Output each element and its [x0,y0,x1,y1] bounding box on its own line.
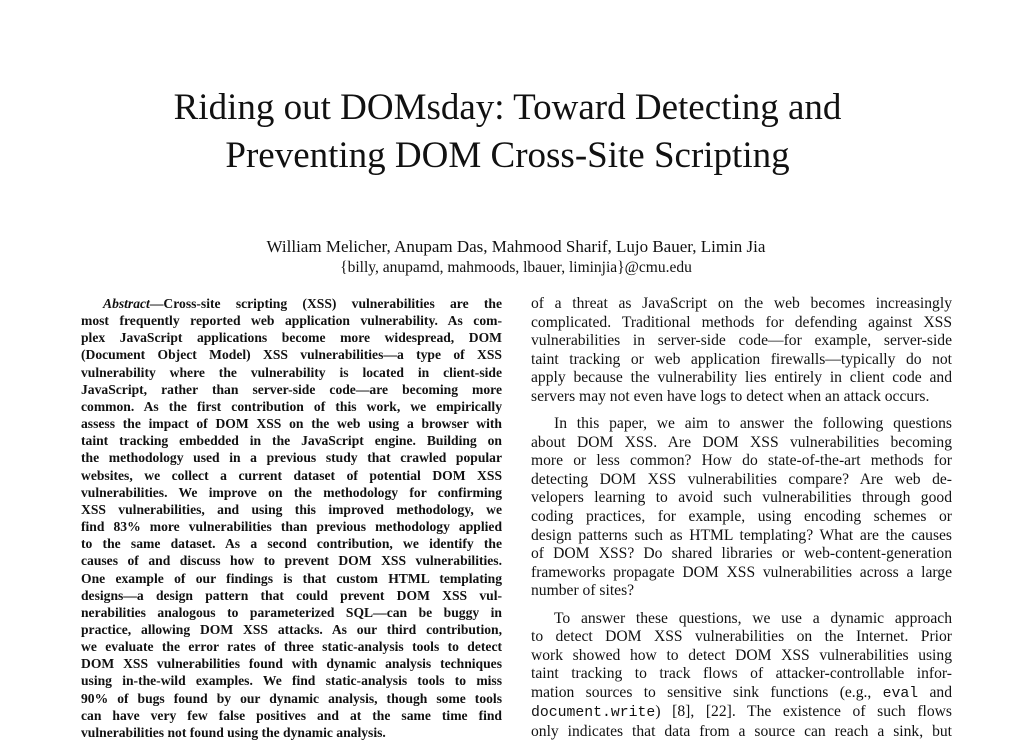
body-line: To answer these questions, we use a dynamic approach [554,609,952,627]
abstract-line: assess the impact of DOM XSS on the web using a browser with [81,416,502,432]
paper-title [0,84,1015,180]
body-line: of DOM XSS? Do shared libraries or web-content-generation [531,545,952,563]
abstract-line: plex JavaScript applications become more widespread, DOM [81,330,502,346]
body-line: to detect DOM XSS vulnerabilities on the Internet. Prior [531,628,952,646]
abstract-line: nerabilities analogous to parameterized SQL—can be buggy in [81,604,502,620]
abstract-line: can have very few false positives and at the same time find [81,707,502,723]
author-list: William Melicher, Anupam Das, Mahmood Sharif, Lujo Bauer, Limin Jia [266,237,766,256]
paragraph [531,295,952,406]
abstract-line: XSS vulnerabilities, and using this improved methodology, we [81,501,502,517]
body-line: more or less common? How do state-of-the-art methods for [531,452,952,470]
abstract-line: the methodology used in a previous study that crawled popular [81,450,502,466]
body-line: In this paper, we aim to answer the following questions [554,415,952,433]
inline-code: document.write [531,705,656,722]
abstract-line: JavaScript, rather than server-side code—are becoming more [81,381,502,397]
body-line: of a threat as JavaScript on the web becomes increasingly [531,295,952,312]
body-line: frameworks propagate DOM XSS vulnerabilities across a large [531,563,952,581]
abstract-line: using in-the-wild examples. We find static-analysis tools to miss [81,673,502,689]
abstract-line: practice, allowing DOM XSS attacks. As our third contribution, [81,621,502,637]
body-line: document.write) [8], [22]. The existence of such flows [531,703,952,722]
body-line: taint tracking or web application firewalls—typically do not [531,350,952,368]
body-line: taint tracking to track flows of attacker-controllable infor- [531,665,952,683]
abstract-line: we evaluate the error rates of three static-analysis tools to detect [81,639,502,655]
body-column-right [531,295,952,742]
paragraph [531,415,952,600]
abstract-line: 90% of bugs found by our dynamic analysis, though some tools [81,690,502,706]
abstract-line: vulnerabilities not found using the dynamic analysis. [81,724,386,740]
abstract-line: vulnerability where the vulnerability is located in client-side [81,364,502,380]
title-line-1: Riding out DOMsday: Toward Detecting and [173,87,842,128]
title-line-2: Preventing DOM Cross-Site Scripting [225,135,790,176]
inline-code: eval [882,685,919,702]
body-line: complicated. Traditional methods for defending against XSS [531,313,952,331]
body-line: apply because the vulnerability lies entirely in client code and [531,369,952,387]
abstract-line: causes of and discuss how to prevent DOM XSS vulnerabilities. [81,553,502,569]
body-line: design patterns such as HTML templating? What are the causes [531,526,952,544]
abstract-line: (Document Object Model) XSS vulnerabilities—a type of XSS [81,347,502,363]
abstract-line: DOM XSS vulnerabilities found with dynamic analysis techniques [81,656,502,672]
body-line: detecting DOM XSS vulnerabilities compare? Are web de- [531,470,952,488]
body-line: coding practices, for example, using encoding schemes or [531,508,952,526]
abstract-line: find 83% more vulnerabilities than previous methodology applied [81,519,502,535]
body-line: number of sites? [531,582,635,600]
body-line: about DOM XSS. Are DOM XSS vulnerabilities becoming [531,433,952,451]
abstract-line: designs—a design pattern that could prevent DOM XSS vul- [81,587,502,603]
body-line: vulnerabilities in server-side code—for example, server-side [531,332,952,350]
abstract-line: One example of our findings is that custom HTML templating [81,570,502,586]
abstract-line: Abstract—Cross-site scripting (XSS) vulnerabilities are the [103,296,502,311]
abstract-line: to the same dataset. As a second contribution, we identify the [81,536,502,552]
body-line: mation sources to sensitive sink functions (e.g., eval and [531,683,953,702]
body-line: velopers learning to avoid such vulnerabilities through good [531,489,952,507]
abstract [81,295,502,741]
paragraph [531,610,952,742]
author-emails: {billy, anupamd, mahmoods, lbauer, liminjia}@cmu.edu [340,259,692,276]
abstract-line: vulnerabilities. We improve on the methodology for confirming [81,484,502,500]
body-line: work showed how to detect DOM XSS vulnerabilities using [531,646,952,664]
abstract-line: most frequently reported web application vulnerability. As com- [81,313,502,329]
abstract-line: common. As the first contribution of this work, we empirically [81,398,502,414]
abstract-line: taint tracking embedded in the JavaScript engine. Building on [81,433,502,449]
abstract-line: websites, we collect a current dataset of potential DOM XSS [81,467,502,483]
body-line: servers may not even have logs to detect when an attack occurs. [531,387,930,405]
abstract-label: Abstract [103,296,150,311]
body-line: only indicates that data from a source can reach a sink, but [531,723,952,741]
